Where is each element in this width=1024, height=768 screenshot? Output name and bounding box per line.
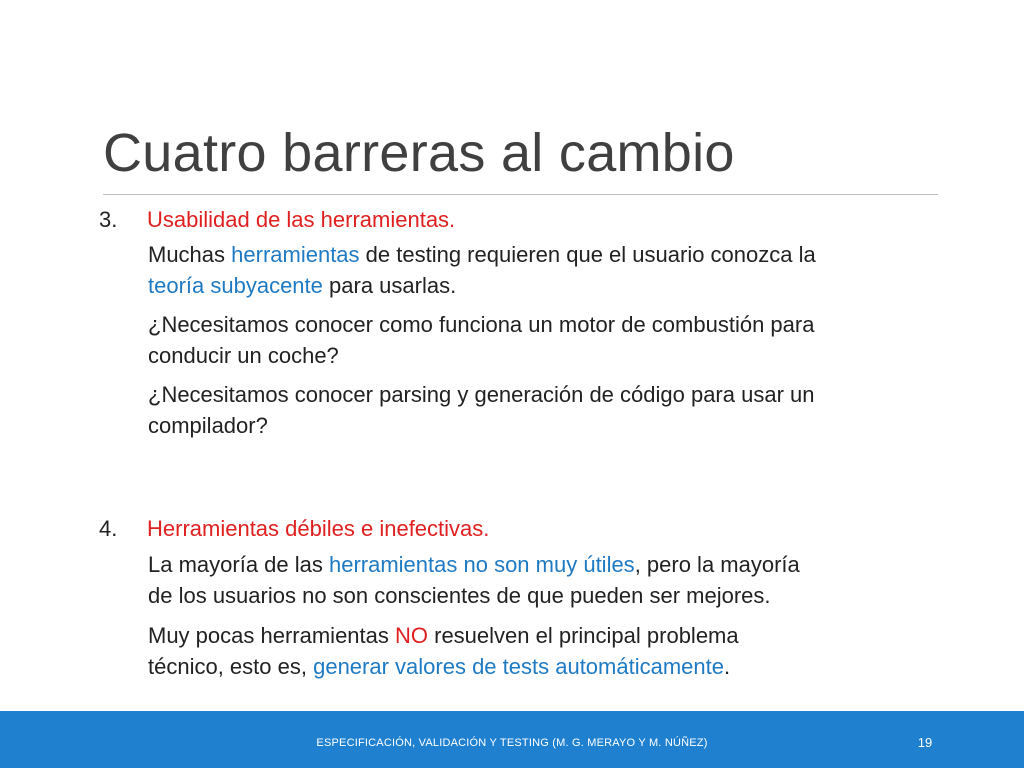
text-segment: , pero la mayoría xyxy=(634,552,800,577)
text-segment: para usarlas. xyxy=(322,273,457,298)
list-item-paragraph xyxy=(148,549,948,611)
highlighted-text: herramientas no son muy útiles xyxy=(328,552,635,577)
text-segment: técnico, esto es, xyxy=(148,654,314,679)
list-item-paragraph xyxy=(148,309,948,371)
text-segment: . xyxy=(723,654,731,679)
text-segment: compilador? xyxy=(148,413,268,438)
text-segment: ¿Necesitamos conocer como funciona un motor de combustión para xyxy=(148,312,815,337)
list-item-number: 3. xyxy=(99,207,118,232)
paragraph-line xyxy=(148,309,948,340)
list-item-heading xyxy=(99,204,959,235)
paragraph-line xyxy=(148,379,948,410)
highlighted-text: herramientas xyxy=(231,242,360,267)
highlighted-text: teoría subyacente xyxy=(148,273,323,298)
paragraph-line xyxy=(148,239,948,270)
text-segment: Muy pocas herramientas xyxy=(148,623,395,648)
list-item-number: 4. xyxy=(99,516,118,541)
text-segment: resuelven el principal problema xyxy=(428,623,739,648)
list-item-title: Usabilidad de las herramientas. xyxy=(147,207,456,232)
list-item-title: Herramientas débiles e inefectivas. xyxy=(147,516,490,541)
slide-title: Cuatro barreras al cambio xyxy=(103,123,735,183)
text-segment: de los usuarios no son conscientes de que pueden ser mejores. xyxy=(148,583,771,608)
paragraph-line xyxy=(148,580,948,611)
paragraph-line xyxy=(148,549,948,580)
text-segment: La mayoría de las xyxy=(148,552,329,577)
list-item-paragraph xyxy=(148,239,948,301)
text-segment: ¿Necesitamos conocer parsing y generación de código para usar un xyxy=(148,382,815,407)
title-divider xyxy=(103,194,938,195)
paragraph-line xyxy=(148,651,948,682)
text-segment: de testing requieren que el usuario conozca la xyxy=(359,242,816,267)
text-segment: Muchas xyxy=(148,242,232,267)
text-segment: conducir un coche? xyxy=(148,343,339,368)
list-item-heading xyxy=(99,513,959,544)
footer-text: ESPECIFICACIÓN, VALIDACIÓN Y TESTING (M. G. MERAYO Y M. NÚÑEZ) xyxy=(316,737,708,749)
paragraph-line xyxy=(148,340,948,371)
paragraph-line xyxy=(148,620,948,651)
highlighted-text: generar valores de tests automáticamente xyxy=(313,654,724,679)
paragraph-line xyxy=(148,270,948,301)
list-item-paragraph xyxy=(148,620,948,682)
paragraph-line xyxy=(148,410,948,441)
list-item-paragraph xyxy=(148,379,948,441)
highlighted-text: NO xyxy=(395,623,428,648)
page-number: 19 xyxy=(917,735,933,750)
